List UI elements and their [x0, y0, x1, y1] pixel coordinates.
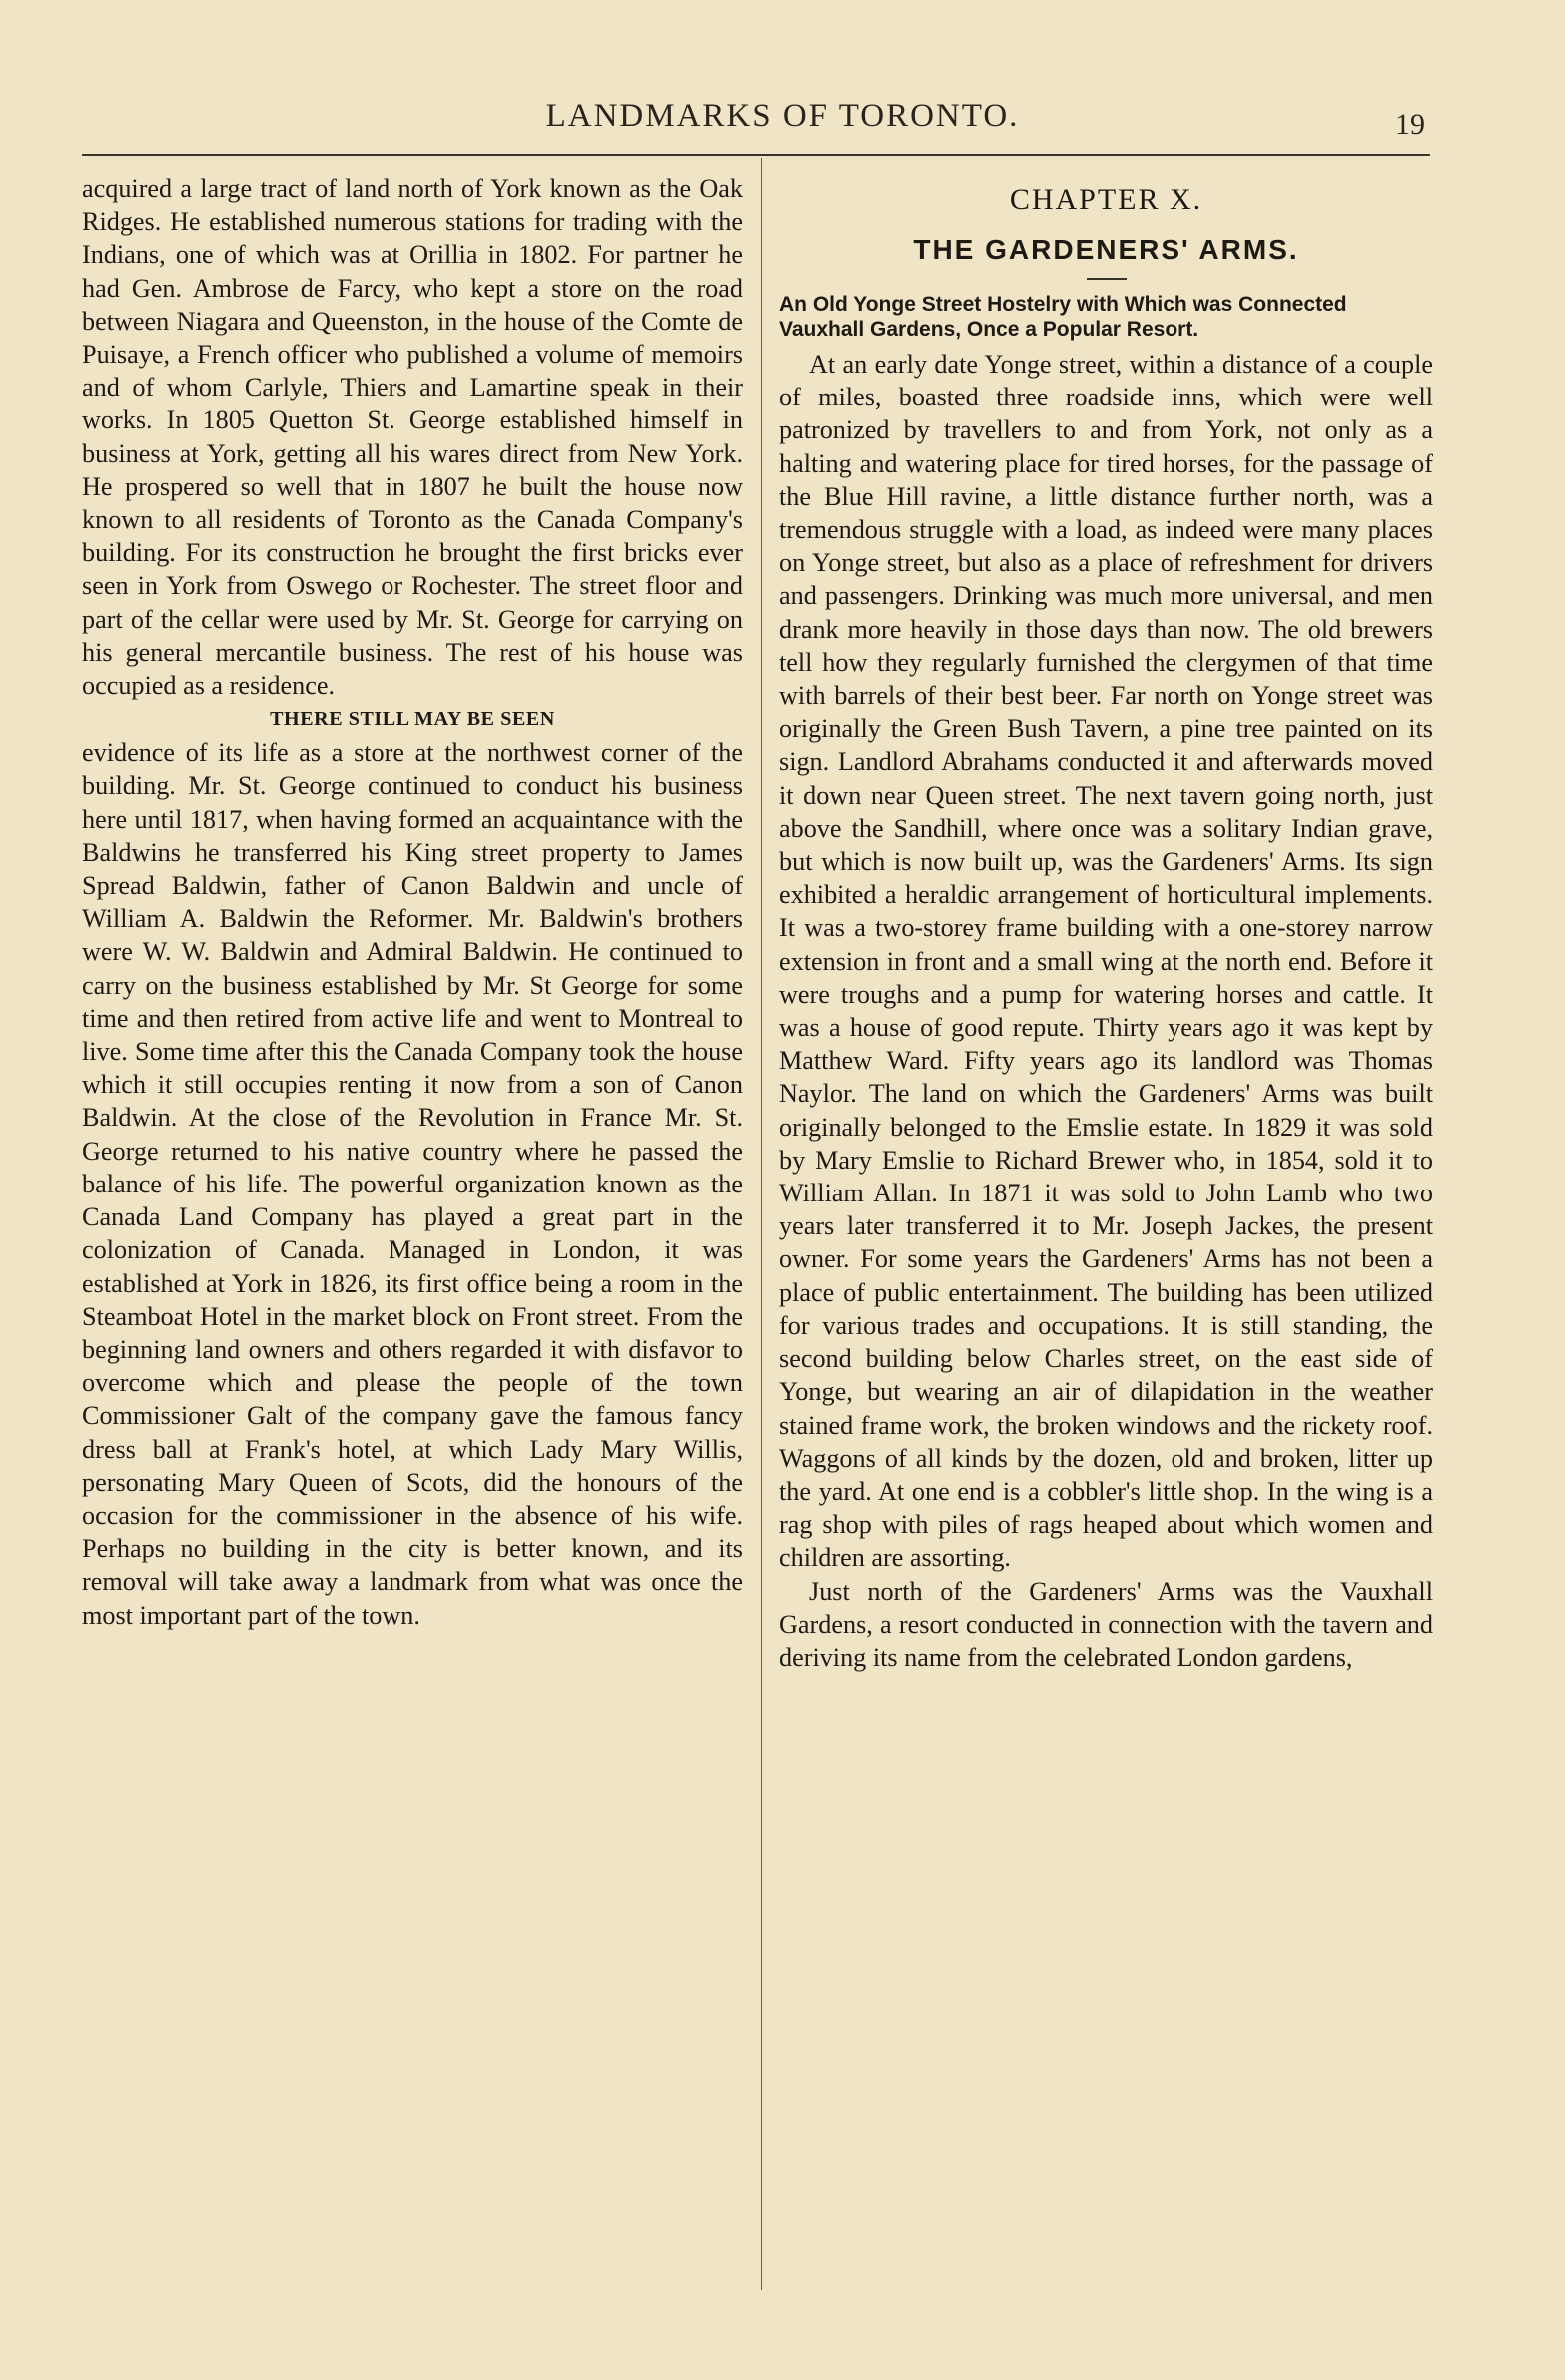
left-paragraph-1: acquired a large tract of land north of York known as the Oak Ridges. He established numerous stations for trading with the Indians, one of which was at Orillia in 1802. For partner he had Gen. Ambrose de Farcy, who kept a store on the road between Niagara and Queenston, in the house of the Comte de Puisaye, a French officer who published a volume of memoirs and of whom Carlyle, Thiers and Lamartine speak in their works. In 1805 Quetton St. George established himself in business at York, getting all his wares direct from New York. He prospered so well that in 1807 he built the house now known to all residents of Toronto as the Canada Company's building. For its construction he brought the first bricks ever seen in York from Oswego or Rochester. The street floor and part of the cellar were used by Mr. St. George for carrying on his general mercantile business. The rest of his house was occupied as a residence.: [82, 174, 743, 701]
page-number: 19: [1395, 108, 1425, 141]
chapter-lede: An Old Yonge Street Hostelry with Which was Connected Vauxhall Gardens, Once a Popular Resort.: [779, 293, 1347, 341]
section-subheading: THERE STILL MAY BE SEEN: [270, 708, 555, 731]
chapter-label: CHAPTER X.: [1009, 183, 1203, 216]
right-paragraph-2: Just north of the Gardeners' Arms was the Vauxhall Gardens, a resort conducted in connection with the tavern and deriving its name from the celebrated London gardens,: [779, 1576, 1433, 1672]
chapter-rule: [1087, 278, 1127, 280]
right-column: [779, 178, 1433, 1674]
left-paragraph-2: evidence of its life as a store at the northwest corner of the building. Mr. St. George continued to conduct his business here until 1817, when having formed an acquaintance with the Baldwins he transferred his King street property to James Spread Baldwin, father of Canon Baldwin and uncle of William A. Baldwin the Reformer. Mr. Baldwin's brothers were W. W. Baldwin and Admiral Baldwin. He continued to carry on the business established by Mr. St George for some time and then retired from active life and went to Montreal to live. Some time after this the Canada Company took the house which it still occupies renting it now from a son of Canon Baldwin. At the close of the Revolution in France Mr. St. George returned to his native country where he passed the balance of his life. The powerful organization known as the Canada Land Company has played a great part in the colonization of Canada. Managed in London, it was established at York in 1826, its first office being a room in the Steamboat Hotel in the market block on Front street. From the beginning land owners and others regarded it with disfavor to overcome which and please the people of the town Commissioner Galt of the company gave the famous fancy dress ball at Frank's hotel, at which Lady Mary Willis, personating Mary Queen of Scots, did the honours of the occasion for the commissioner in the absence of his wife. Perhaps no building in the city is better known, and its removal will take away a landmark from what was once the most important part of the town.: [82, 738, 743, 1630]
running-title: LANDMARKS OF TORONTO.: [545, 98, 1020, 134]
left-column: [82, 172, 743, 1632]
chapter-title: THE GARDENERS' ARMS.: [913, 234, 1299, 265]
header-rule: [82, 154, 1430, 156]
column-divider: [761, 158, 762, 2290]
right-paragraph-1: At an early date Yonge street, within a distance of a couple of miles, boasted three roadside inns, which were well patronized by travellers to and from York, not only as a halting and watering place for tired horses, for the passage of the Blue Hill ravine, a little distance further north, was a tremendous struggle with a load, as indeed were many places on Yonge street, but also as a place of refreshment for drivers and passengers. Drinking was much more universal, and men drank more heavily in those days than now. The old brewers tell how they regularly furnished the clergymen of that time with barrels of their best beer. Far north on Yonge street was originally the Green Bush Tavern, a pine tree painted on its sign. Landlord Abrahams conducted it and afterwards moved it down near Queen street. The next tavern going north, just above the Sandhill, where once was a solitary Indian grave, but which is now built up, was the Gardeners' Arms. Its sign exhibited a heraldic arrangement of horticultural implements. It was a two-storey frame building with a one-storey narrow extension in front and a small wing at the north end. Before it were troughs and a pump for watering horses and cattle. It was a house of good repute. Thirty years ago it was kept by Matthew Ward. Fifty years ago its landlord was Thomas Naylor. The land on which the Gardeners' Arms was built originally belonged to the Emslie estate. In 1829 it was sold by Mary Emslie to Richard Brewer who, in 1854, sold it to William Allan. In 1871 it was sold to John Lamb who two years later transferred it to Mr. Joseph Jackes, the present owner. For some years the Gardeners' Arms has not been a place of public entertainment. The building has been utilized for various trades and occupations. It is still standing, the second building below Charles street, on the east side of Yonge, but wearing an air of dilapidation in the weather stained frame work, the broken windows and the rickety roof. Waggons of all kinds by the dozen, old and broken, litter up the yard. At one end is a cobbler's little shop. In the wing is a rag shop with piles of rags heaped about which women and children are assorting.: [779, 350, 1433, 1573]
